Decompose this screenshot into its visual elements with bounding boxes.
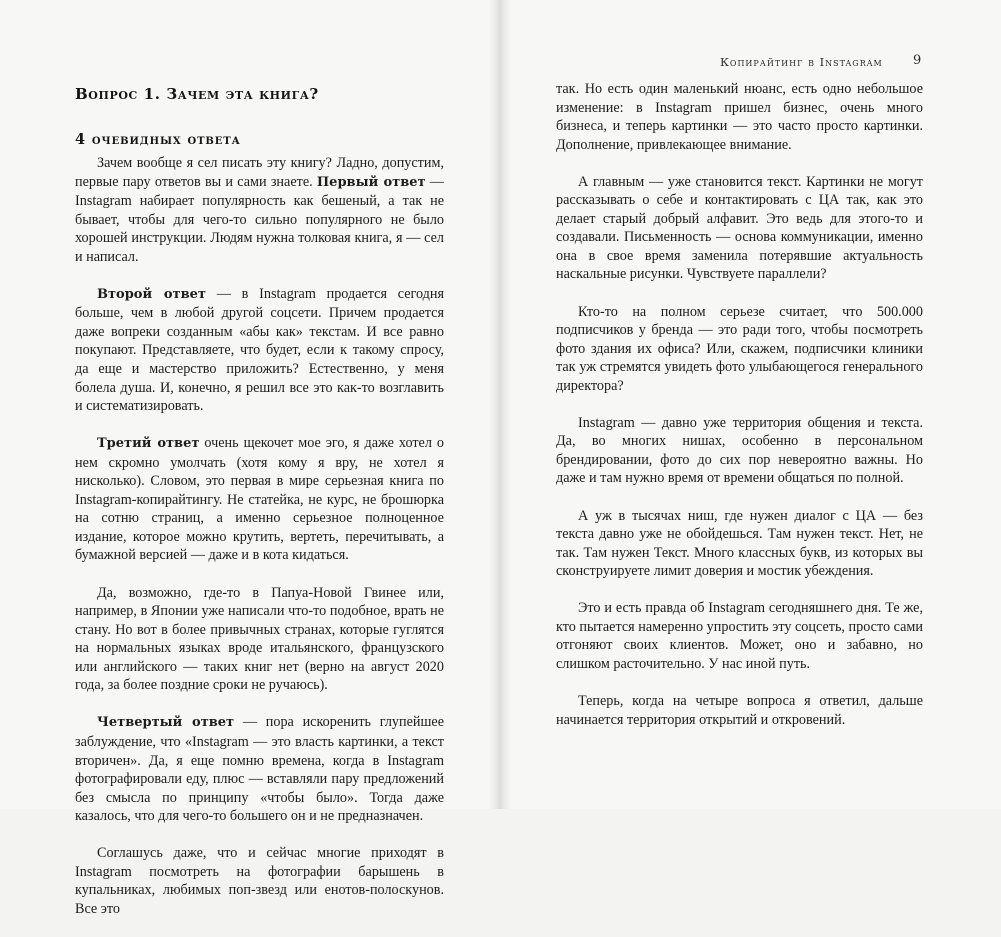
paragraph-lead: Первый ответ	[316, 174, 426, 190]
paragraph	[75, 154, 444, 266]
paragraph	[75, 285, 444, 416]
running-head: Копирайтинг в Instagram	[720, 55, 883, 69]
paragraph-text: — Instagram набирает популярность как бешеный, а так не бывает, чтобы для чего-то сильно популярного не было хорошей инструкции. Людям нужна толковая книга, я — сел и написал.	[75, 173, 444, 265]
paragraph-lead: Третий ответ	[97, 436, 200, 452]
left-page-body	[75, 130, 444, 937]
paragraph: Кто-то на полном серьезе считает, что 500.000 подписчиков у бренда — это ради того, чтобы посмотреть фото здания их офиса? Или, скажем, подписчики клиники так уж стремятся увидеть фото улыбающегося генерального директора?	[556, 303, 923, 394]
paragraph	[75, 584, 444, 695]
paragraph: А уж в тысячах ниш, где нужен диалог с ЦА — без текста давно уже не обойдешься. Там нужен текст. Нет, не так. Там нужен Текст. Много классных букв, из которых вы сконструируете лимит доверия и мостик убеждения.	[556, 507, 923, 580]
paragraph-text: — пора искоренить глупейшее заблуждение, что «Instagram — это власть картинки, а текст вторичен». Да, я еще помню времена, когда в Instagram фотографировали еду, плюс — вставляли пару предложений без смысла по принципу «чтобы было». Тогда даже казалось, что для чего-то большего он и не предназначен.	[75, 714, 444, 825]
paragraph-lead: Второй ответ	[97, 286, 206, 302]
paragraph-text: Да, возможно, где-то в Папуа-Новой Гвинее или, например, в Японии уже написали что-то подобное, врать не стану. Но вот в более привычных странах, которые гуглятся на нормальных языках вроде итальянского, французского или английского — таких книг нет (верно на август 2020 года, за более поздние сроки не ручаюсь).	[75, 584, 444, 694]
paragraph: Это и есть правда об Instagram сегодняшнего дня. Те же, кто пытается намеренно упростить эту соцсеть, просто сами отгоняют своих клиентов. Может, оно и забавно, но слишком расточительно. У нас иной путь.	[556, 600, 923, 672]
paragraph: Instagram — давно уже территория общения и текста. Да, во многих нишах, особенно в персональном брендировании, фото до сих пор невероятно важны. Но даже и там нужно время от времени общаться по полной.	[556, 414, 923, 487]
paragraph: Теперь, когда на четыре вопроса я ответил, дальше начинается территория открытий и откровений.	[556, 693, 923, 728]
paragraph: так. Но есть один маленький нюанс, есть одно небольшое изменение: в Instagram пришел бизнес, очень много бизнеса, и теперь картинки — это часто просто картинки. Дополнение, привлекающее внимание.	[556, 81, 923, 153]
book-gutter	[489, 0, 511, 809]
paragraph: А главным — уже становится текст. Картинки не могут рассказывать о себе и контактировать с ЦА так, как это делает старый добрый алфавит. Это ведь для этого-то и создавали. Письменность — основа коммуникации, именно она в свое время заменила потерявшие актуальность наскальные рисунки. Чувствуете параллели?	[556, 173, 923, 283]
paragraph-text: Соглашусь даже, что и сейчас многие приходят в Instagram посмотреть на фотографии барышень в купальниках, любимых поп-звезд или енотов-полоскунов. Все это	[75, 845, 444, 917]
paragraph-text: очень щекочет мое эго, я даже хотел о нем скромно умолчать (хотя кому я вру, не хотел я нисколько). Словом, это первая в мире серьезная книга по Instagram-копирайтингу. Не статейка, не курс, не брошюрка на сотню страниц, а именно серьезное полноценное издание, которое можно крутить, вертеть, перечитывать, а бумажной версией — даже и в кота кидаться.	[75, 435, 444, 564]
paragraph-text: Зачем вообще я сел писать эту книгу? Ладно, допустим, первые пару ответов вы и сами знаете.	[75, 155, 444, 190]
page-number: 9	[913, 53, 922, 68]
paragraph-lead: Четвертый ответ	[97, 715, 235, 731]
paragraph	[75, 434, 444, 565]
section-title: 4 очевидных ответа	[75, 131, 241, 148]
chapter-title: Вопрос 1. Зачем эта книга?	[75, 85, 319, 103]
paragraph-text: — в Instagram продается сегодня больше, чем в любой другой соцсети. Причем продается даже вопреки созданным «абы как» текстам. И все равно покупают. Представляете, что будет, если к такому спросу, да еще и мастерство приложить? Естественно, у меня болела душа. И, конечно, я решил все это как-то возглавить и систематизировать.	[75, 285, 445, 415]
paragraph	[75, 713, 444, 825]
paragraph	[75, 844, 444, 918]
right-page-body	[556, 80, 923, 748]
